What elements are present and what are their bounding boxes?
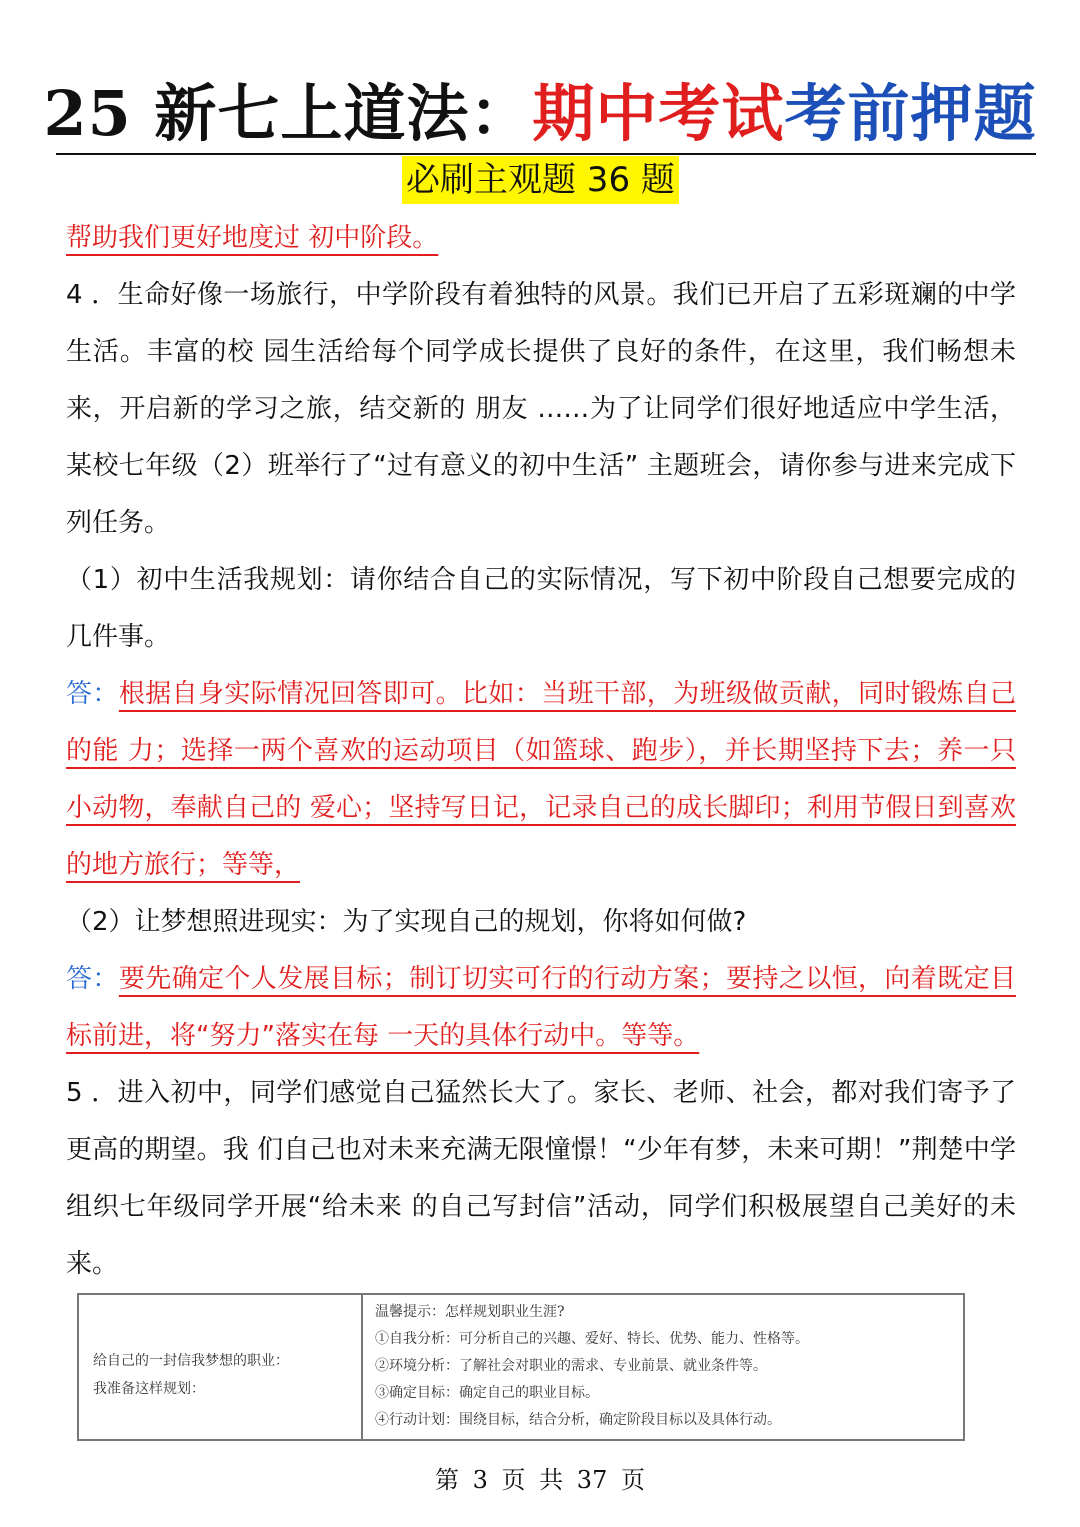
answer-label: 答： xyxy=(66,964,119,994)
title-part-black: 25 新七上道法： xyxy=(43,77,533,150)
career-plan-table xyxy=(77,1293,965,1441)
page-number: 第 3 页 共 37 页 xyxy=(435,1466,645,1494)
question-4-sub2: （2）让梦想照进现实：为了实现自己的规划，你将如何做? xyxy=(66,907,747,937)
answer-label: 答： xyxy=(66,679,119,709)
question-4-stem: 4 ．生命好像一场旅行，中学阶段有着独特的风景。我们已开启了五彩斑斓的中学生活。丰富的校 园生活给每个同学成长提供了良好的条件，在这里，我们畅想未来，开启新的学习之旅，结交新的 朋友 ……为了让同学们很好地适应中学生活，某校七年级（2）班举行了“过有意义的初中生活” 主题班会，请你参与进来完成下列任务。 xyxy=(66,280,1016,538)
answer-text: 根据自身实际情况回答即可。比如：当班干部，为班级做贡献，同时锻炼自己的能 力；选择一两个喜欢的运动项目（如篮球、跑步），并长期坚持下去；养一只小动物，奉献自己的 爱心；坚持写日记，记录自己的成长脚印；利用节假日到喜欢的地方旅行；等等， xyxy=(66,679,1016,880)
answer-text: 要先确定个人发展目标；制订切实可行的行动方案；要持之以恒，向着既定目标前进，将“努力”落实在每 一天的具体行动中。等等。 xyxy=(66,964,1016,1051)
question-4-sub1-answer xyxy=(66,666,1016,894)
table-left-line: 给自己的一封信我梦想的职业： xyxy=(93,1353,289,1369)
document-body xyxy=(66,210,1016,1293)
table-left-cell xyxy=(79,1295,363,1439)
title-part-blue: 考前押题 xyxy=(784,77,1037,150)
table-right-cell xyxy=(363,1295,963,1439)
question-5-stem: 5 ．进入初中，同学们感觉自己猛然长大了。家长、老师、社会，都对我们寄予了更高的期望。我 们自己也对未来充满无限憧憬！“少年有梦，未来可期！”荆楚中学组织七年级同学开展“给未来 的自己写封信”活动，同学们积极展望自己美好的未来。 xyxy=(66,1078,1016,1279)
table-tip-title: 温馨提示：怎样规划职业生涯? xyxy=(375,1304,565,1320)
document-title xyxy=(0,72,1080,156)
table-tip-item: ④行动计划：围绕目标，结合分析，确定阶段目标以及具体行动。 xyxy=(375,1412,781,1428)
header-divider xyxy=(56,153,1036,155)
question-4-sub2-answer xyxy=(66,951,1016,1065)
document-subtitle: 必刷主观题 36 题 xyxy=(402,156,679,204)
table-tip-item: ③确定目标：确定自己的职业目标。 xyxy=(375,1385,599,1401)
table-left-line: 我准备这样规划： xyxy=(93,1381,205,1397)
table-tip-item: ①自我分析：可分析自己的兴趣、爱好、特长、优势、能力、性格等。 xyxy=(375,1331,809,1347)
answer-text: 帮助我们更好地度过 初中阶段。 xyxy=(66,223,439,253)
table-tip-item: ②环境分析：了解社会对职业的需求、专业前景、就业条件等。 xyxy=(375,1358,767,1374)
title-part-red: 期中考试 xyxy=(532,77,785,150)
question-4-sub1: （1）初中生活我规划：请你结合自己的实际情况，写下初中阶段自己想要完成的几件事。 xyxy=(66,565,1016,652)
previous-answer-tail xyxy=(66,210,1016,267)
